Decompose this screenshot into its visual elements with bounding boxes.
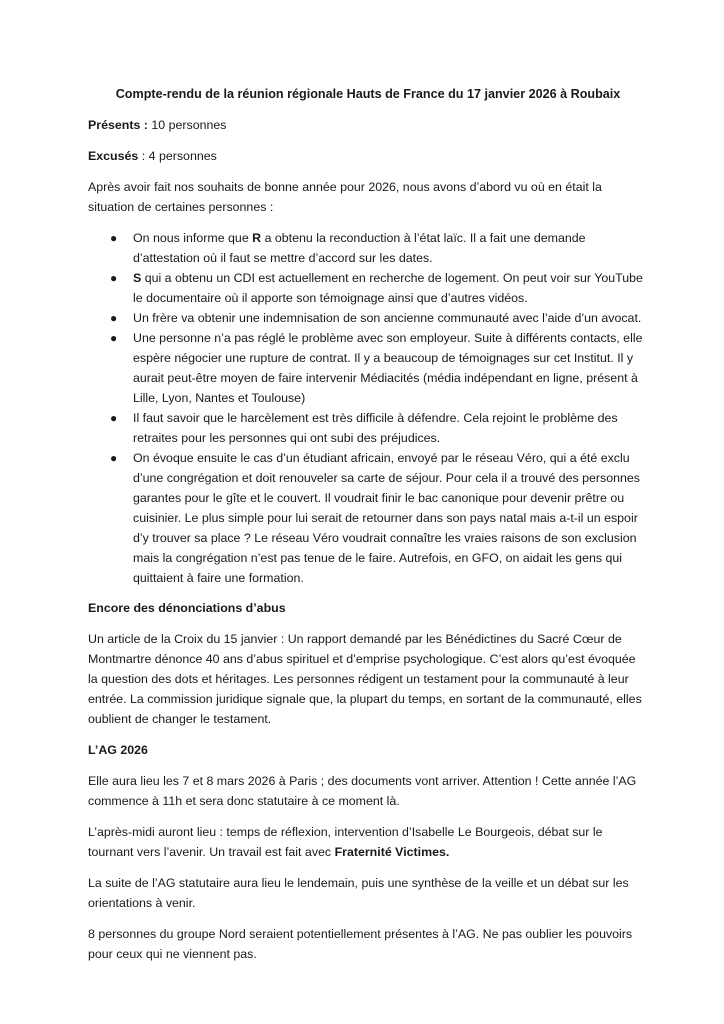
list-item: ● On évoque ensuite le cas d’un étudiant africain, envoyé par le réseau Véro, qui a été exclu d’une congrégation et doit renouveler sa carte de séjour. Pour cela il a trouvé des personnes garantes pour le gîte et le couvert. Il voudrait finir le bac canonique pour devenir prêtre ou cuisinier. Le plus simple pour lui serait de retourner dans son pays natal mais a-t-il un espoir d’y trouver sa place ? Le réseau Véro voudrait connaître les vraies raisons de son exclusion mais la congrégation n’est pas tenue de le faire. Autrefois, en GFO, on aidait les gens qui quittaient à faire une formation.	[88, 448, 648, 588]
section-heading-abus: Encore des dénonciations d’abus	[88, 601, 286, 615]
bullet-icon: ●	[110, 331, 118, 345]
situation-list	[88, 228, 648, 588]
bullet-icon: ●	[110, 311, 118, 325]
bullet-icon: ●	[110, 271, 118, 285]
document-title: Compte-rendu de la réunion régionale Hauts de France du 17 janvier 2026 à Roubaix	[115, 87, 621, 101]
bullet-icon: ●	[110, 411, 118, 425]
excuses-line	[88, 146, 648, 166]
list-item: ● Un frère va obtenir une indemnisation de son ancienne communauté avec l’aide d’un avocat.	[88, 308, 648, 328]
excuses-value: : 4 personnes	[138, 149, 217, 163]
list-item: ● S qui a obtenu un CDI est actuellement en recherche de logement. On peut voir sur YouTube le documentaire où il apporte son témoignage ainsi que d’autres vidéos.	[88, 268, 648, 308]
list-item: ● Il faut savoir que le harcèlement est très difficile à défendre. Cela rejoint le problème des retraites pour les personnes qui ont subi des préjudices.	[88, 408, 648, 448]
presents-line	[88, 115, 648, 135]
document-page	[88, 84, 648, 975]
fraternite-victimes: Fraternité Victimes.	[334, 845, 450, 859]
bullet-icon: ●	[110, 451, 118, 465]
list-item: ● On nous informe que R a obtenu la reconduction à l’état laïc. Il a fait une demande d’attestation où il faut se mettre d’accord sur les dates.	[88, 228, 648, 268]
excuses-label: Excusés	[88, 149, 139, 163]
presents-value: 10 personnes	[147, 118, 227, 132]
intro-paragraph: Après avoir fait nos souhaits de bonne année pour 2026, nous avons d’abord vu où en était la situation de certaines personnes :	[88, 180, 602, 214]
list-item: ● Une personne n’a pas réglé le problème avec son employeur. Suite à différents contacts, elle espère négocier une rupture de contrat. Il y a beaucoup de témoignages sur cet Institut. Il y aurait peut-être moyen de faire intervenir Médiacités (média indépendant en ligne, présent à Lille, Lyon, Nantes et Toulouse)	[88, 328, 648, 408]
section-heading-ag: L’AG 2026	[88, 743, 148, 757]
presents-label: Présents :	[88, 118, 148, 132]
ag-paragraph-next-day: La suite de l’AG statutaire aura lieu le lendemain, puis une synthèse de la veille et un débat sur les orientations à venir.	[88, 876, 629, 910]
ag-paragraph-nord: 8 personnes du groupe Nord seraient potentiellement présentes à l’AG. Ne pas oublier les pouvoirs pour ceux qui ne viennent pas.	[88, 927, 633, 961]
ag-paragraph-afternoon: L’après-midi auront lieu : temps de réflexion, intervention d’Isabelle Le Bourgeois, débat sur le tournant vers l’avenir. Un travail est fait avec Fraternité Victimes.	[88, 825, 603, 859]
abus-paragraph: Un article de la Croix du 15 janvier : Un rapport demandé par les Bénédictines du Sacré Cœur de Montmartre dénonce 40 ans d’abus spirituel et d’emprise psychologique. C’est alors qu’est évoquée la question des dots et héritages. Les personnes rédigent un testament pour la communauté à leur entrée. La commission juridique signale que, la plupart du temps, en sortant de la communauté, elles oublient de changer le testament.	[88, 632, 642, 726]
bullet-icon: ●	[110, 231, 118, 245]
ag-paragraph-dates: Elle aura lieu les 7 et 8 mars 2026 à Paris ; des documents vont arriver. Attention ! Cette année l’AG commence à 11h et sera donc statutaire à ce moment là.	[88, 774, 637, 808]
